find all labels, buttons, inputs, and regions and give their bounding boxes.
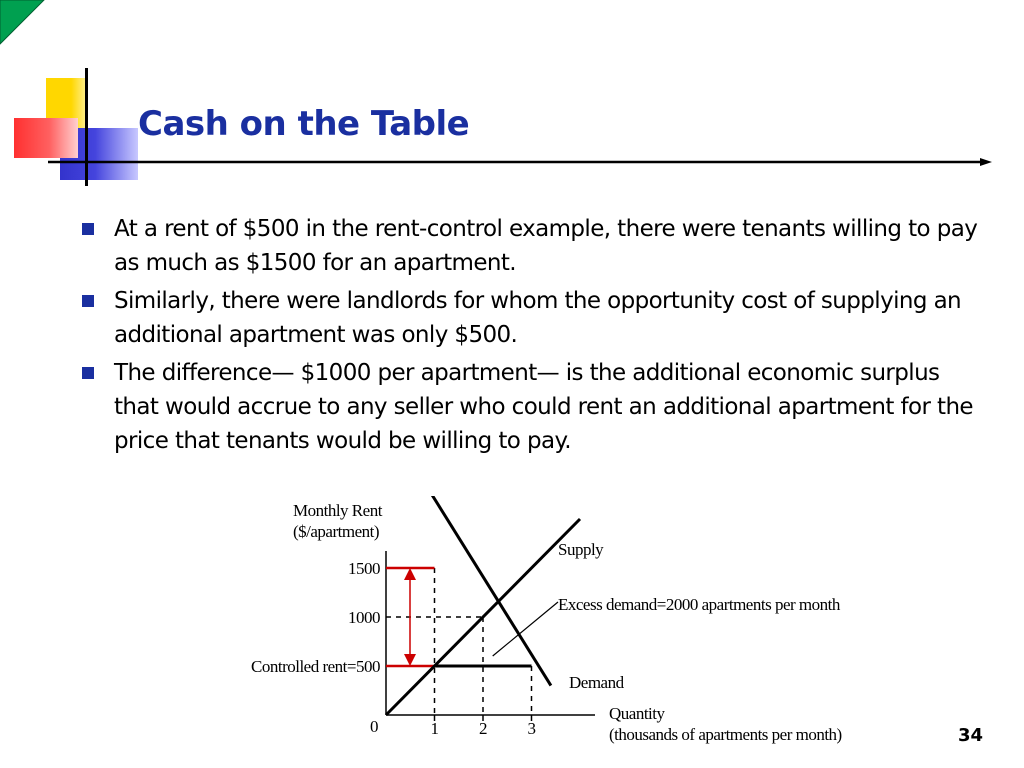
bullet-text: The difference— $1000 per apartment— is the additional economic surplus that would accrue to any seller who could rent an additional apartment for the price that tenants would be willing to pay. [114, 360, 973, 454]
x-axis-label-line1: Quantity [609, 704, 665, 723]
supply-label: Supply [558, 540, 604, 559]
bullet-text: Similarly, there were landlords for whom the opportunity cost of supplying an additional apartment was only $500. [114, 288, 962, 348]
excess-demand-annotation: Excess demand=2000 apartments per month [558, 595, 840, 614]
y-axis-label-line2: ($/apartment) [293, 522, 380, 541]
red-square-decoration [14, 118, 78, 158]
y-tick-label: 1000 [348, 608, 380, 627]
corner-triangle-decoration [0, 0, 50, 50]
y-tick-label: Controlled rent=500 [251, 657, 380, 676]
page-number: 34 [958, 725, 984, 746]
square-bullet-icon [82, 367, 94, 379]
bullet-item [82, 356, 982, 458]
rent-control-chart [190, 496, 950, 756]
square-bullet-icon [82, 295, 94, 307]
y-axis-label-line1: Monthly Rent [293, 501, 382, 520]
bullet-item [82, 212, 982, 280]
y-tick-label: 1500 [348, 559, 380, 578]
origin-label: 0 [370, 717, 378, 736]
x-axis-label-line2: (thousands of apartments per month) [609, 725, 842, 744]
bullet-list [82, 212, 982, 462]
square-bullet-icon [82, 223, 94, 235]
x-tick-label: 2 [479, 719, 487, 738]
vertical-rule-decoration [85, 68, 88, 186]
slide-title: Cash on the Table [138, 104, 470, 144]
x-tick-label: 1 [430, 719, 439, 738]
bullet-text: At a rent of $500 in the rent-control example, there were tenants willing to pay as much as $1500 for an apartment. [114, 216, 978, 276]
bullet-item [82, 284, 982, 352]
x-tick-label: 3 [527, 719, 536, 738]
title-underline-arrow [48, 158, 993, 166]
demand-label: Demand [569, 673, 624, 692]
